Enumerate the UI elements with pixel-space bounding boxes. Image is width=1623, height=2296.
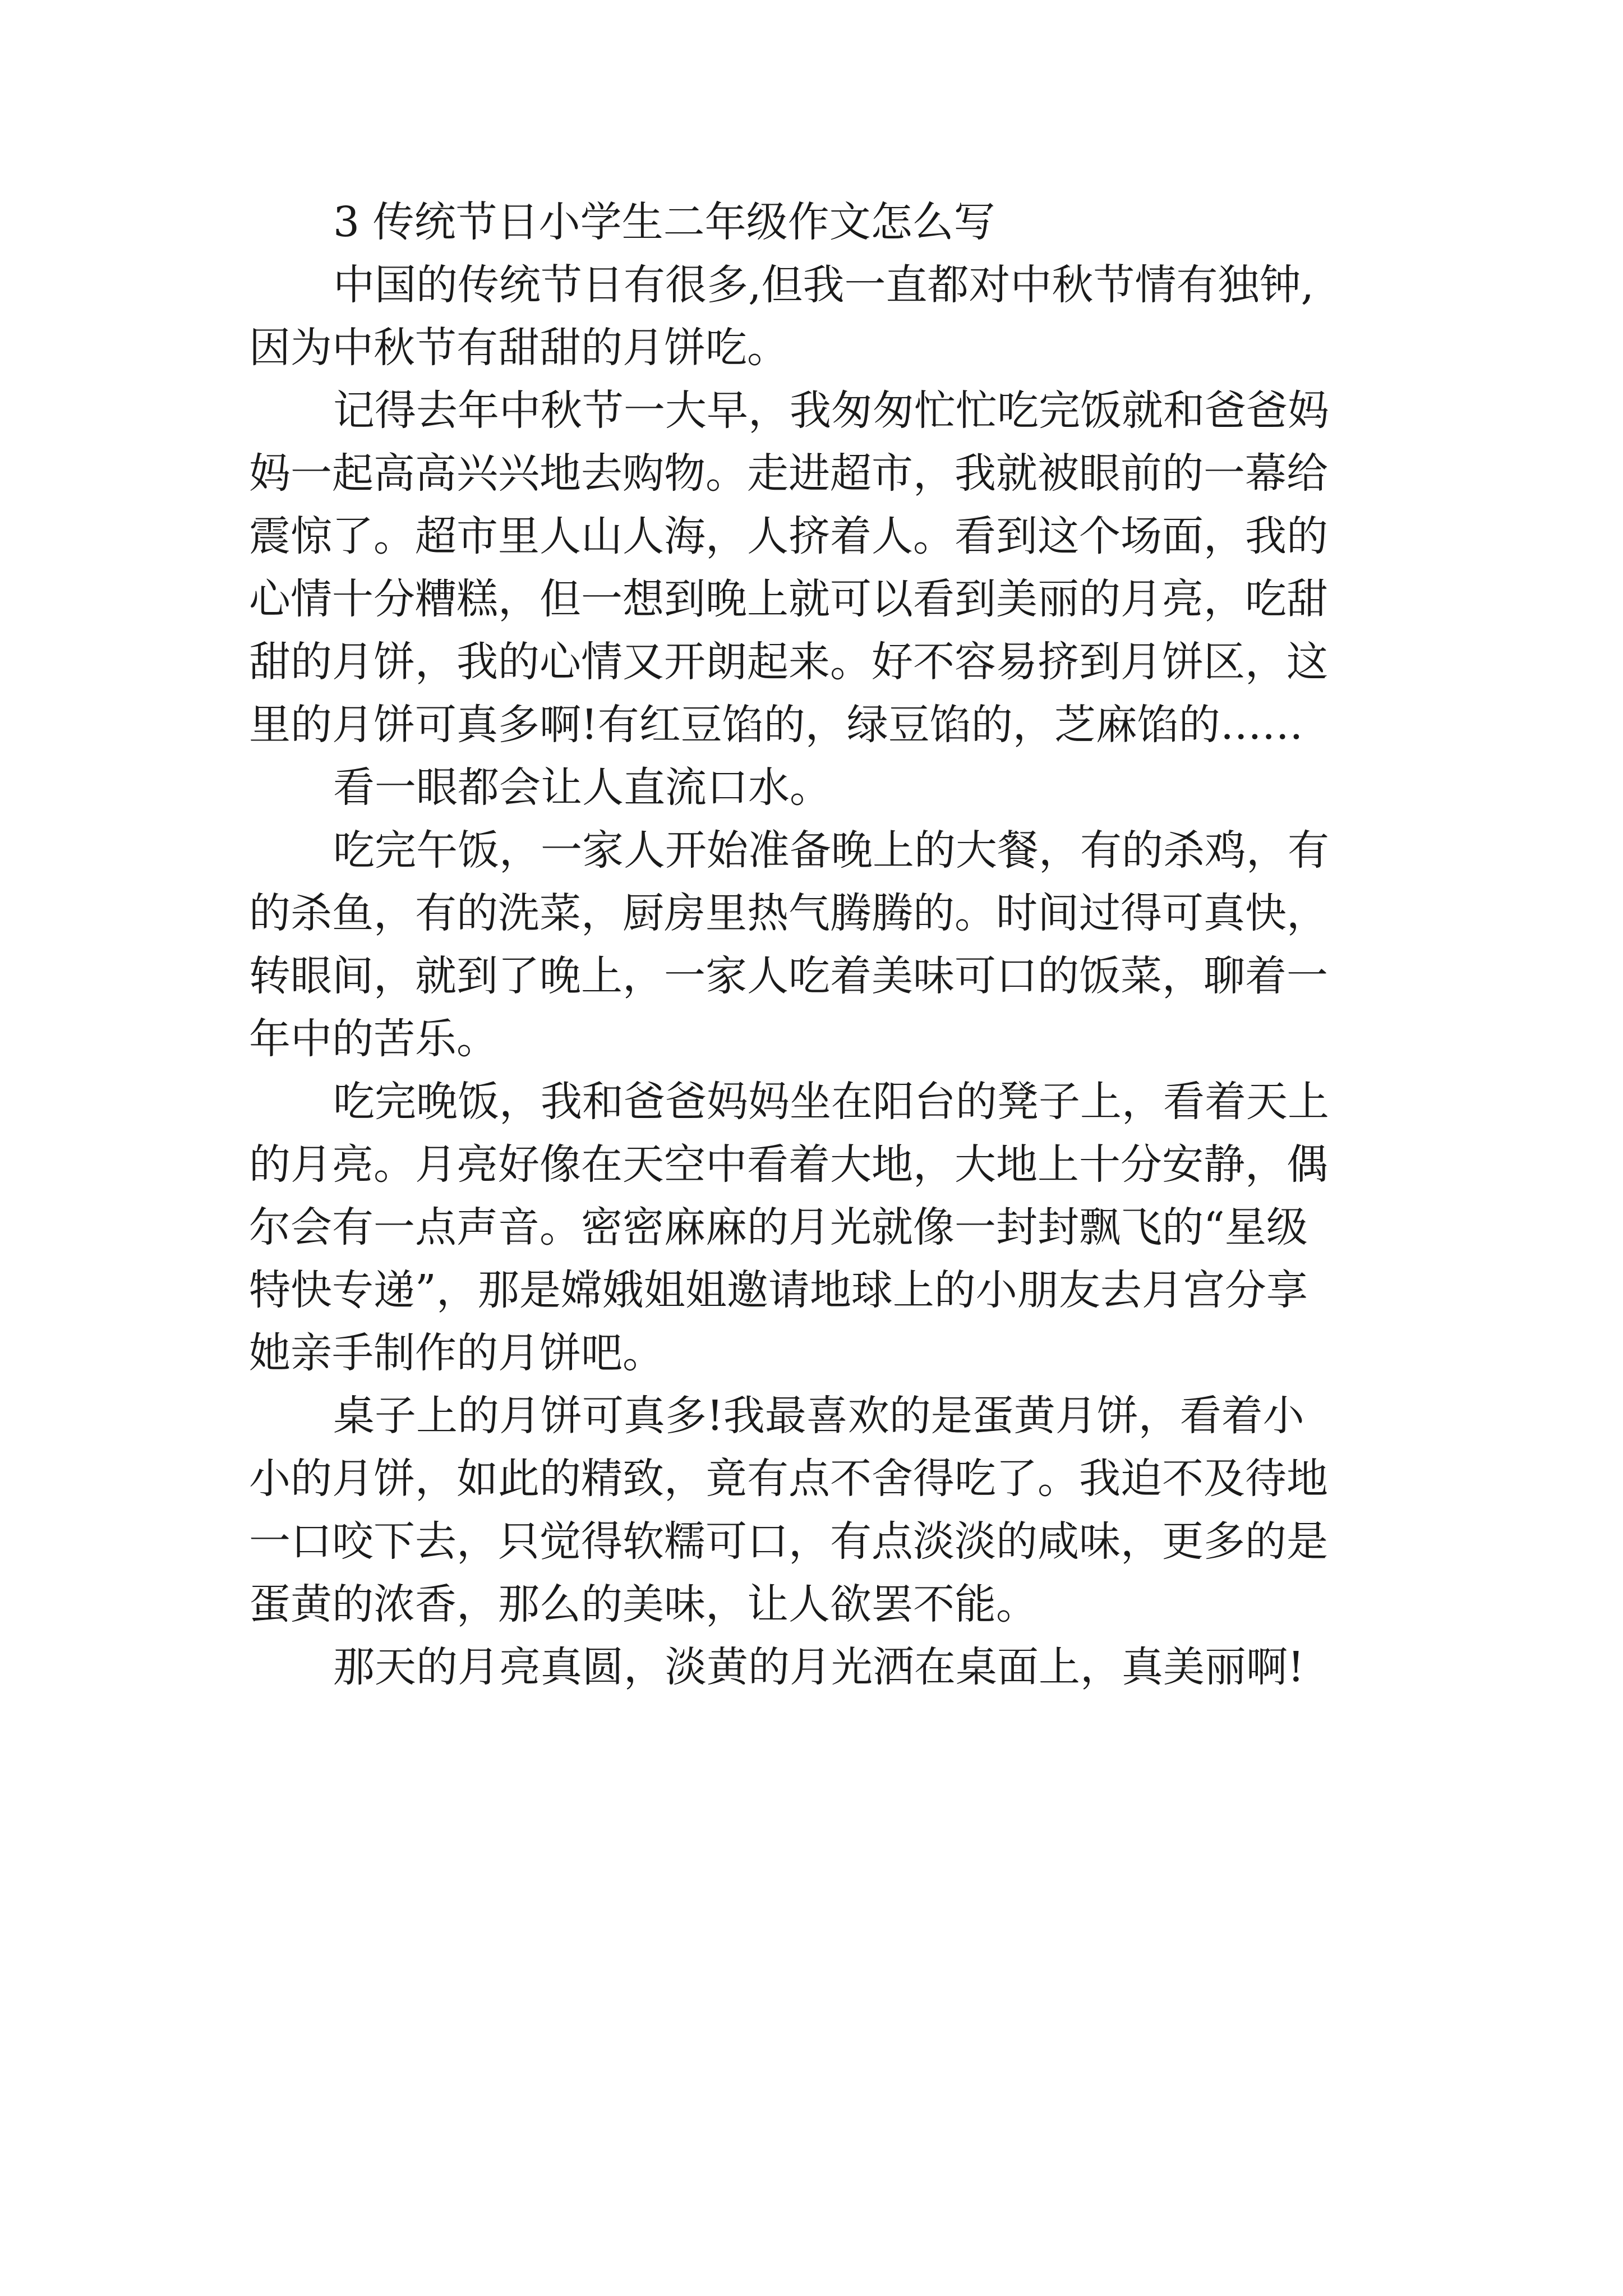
text-line: 因为中秋节有甜甜的月饼吃。 bbox=[249, 324, 789, 372]
text-line: 心情十分糟糕，但一想到晚上就可以看到美丽的月亮，吃甜 bbox=[249, 575, 1328, 623]
text-line: 里的月饼可真多啊!有红豆馅的，绿豆馅的，芝麻馅的…… bbox=[249, 701, 1303, 749]
text-line: 的杀鱼，有的洗菜，厨房里热气腾腾的。时间过得可真快， bbox=[249, 889, 1328, 937]
text-line: 妈一起高高兴兴地去购物。走进超市，我就被眼前的一幕给 bbox=[249, 449, 1328, 498]
text-line: 转眼间，就到了晚上，一家人吃着美味可口的饭菜，聊着一 bbox=[249, 952, 1328, 1000]
text-line: 尔会有一点声音。密密麻麻的月光就像一封封飘飞的“星级 bbox=[249, 1203, 1308, 1251]
text-line: 甜的月饼，我的心情又开朗起来。好不容易挤到月饼区，这 bbox=[249, 638, 1328, 686]
essay-body bbox=[249, 191, 1432, 1699]
text-line: 小的月饼，如此的精致，竟有点不舍得吃了。我迫不及待地 bbox=[249, 1455, 1328, 1503]
essay-title: 3 传统节日小学生二年级作文怎么写 bbox=[333, 198, 995, 246]
text-line: 中国的传统节日有很多,但我一直都对中秋节情有独钟, bbox=[333, 261, 1315, 309]
text-line: 震惊了。超市里人山人海，人挤着人。看到这个场面，我的 bbox=[249, 512, 1328, 560]
text-line: 那天的月亮真圆，淡黄的月光洒在桌面上，真美丽啊! bbox=[333, 1643, 1304, 1691]
text-line: 吃完晚饭，我和爸爸妈妈坐在阳台的凳子上，看着天上 bbox=[333, 1078, 1329, 1126]
text-line: 年中的苦乐。 bbox=[249, 1015, 498, 1063]
text-line: 特快专递”，那是嫦娥姐姐邀请地球上的小朋友去月宫分享 bbox=[249, 1266, 1308, 1314]
text-line: 一口咬下去，只觉得软糯可口，有点淡淡的咸味，更多的是 bbox=[249, 1517, 1328, 1566]
text-line: 的月亮。月亮好像在天空中看着大地，大地上十分安静，偶 bbox=[249, 1140, 1328, 1189]
text-line: 桌子上的月饼可真多!我最喜欢的是蛋黄月饼，看着小 bbox=[333, 1392, 1304, 1440]
text-line: 记得去年中秋节一大早，我匆匆忙忙吃完饭就和爸爸妈 bbox=[333, 386, 1329, 435]
text-line: 看一眼都会让人直流口水。 bbox=[333, 763, 831, 812]
text-line: 她亲手制作的月饼吧。 bbox=[249, 1329, 664, 1377]
text-line: 蛋黄的浓香，那么的美味，让人欲罢不能。 bbox=[249, 1580, 1038, 1628]
text-line: 吃完午饭，一家人开始准备晚上的大餐，有的杀鸡，有 bbox=[333, 826, 1329, 875]
